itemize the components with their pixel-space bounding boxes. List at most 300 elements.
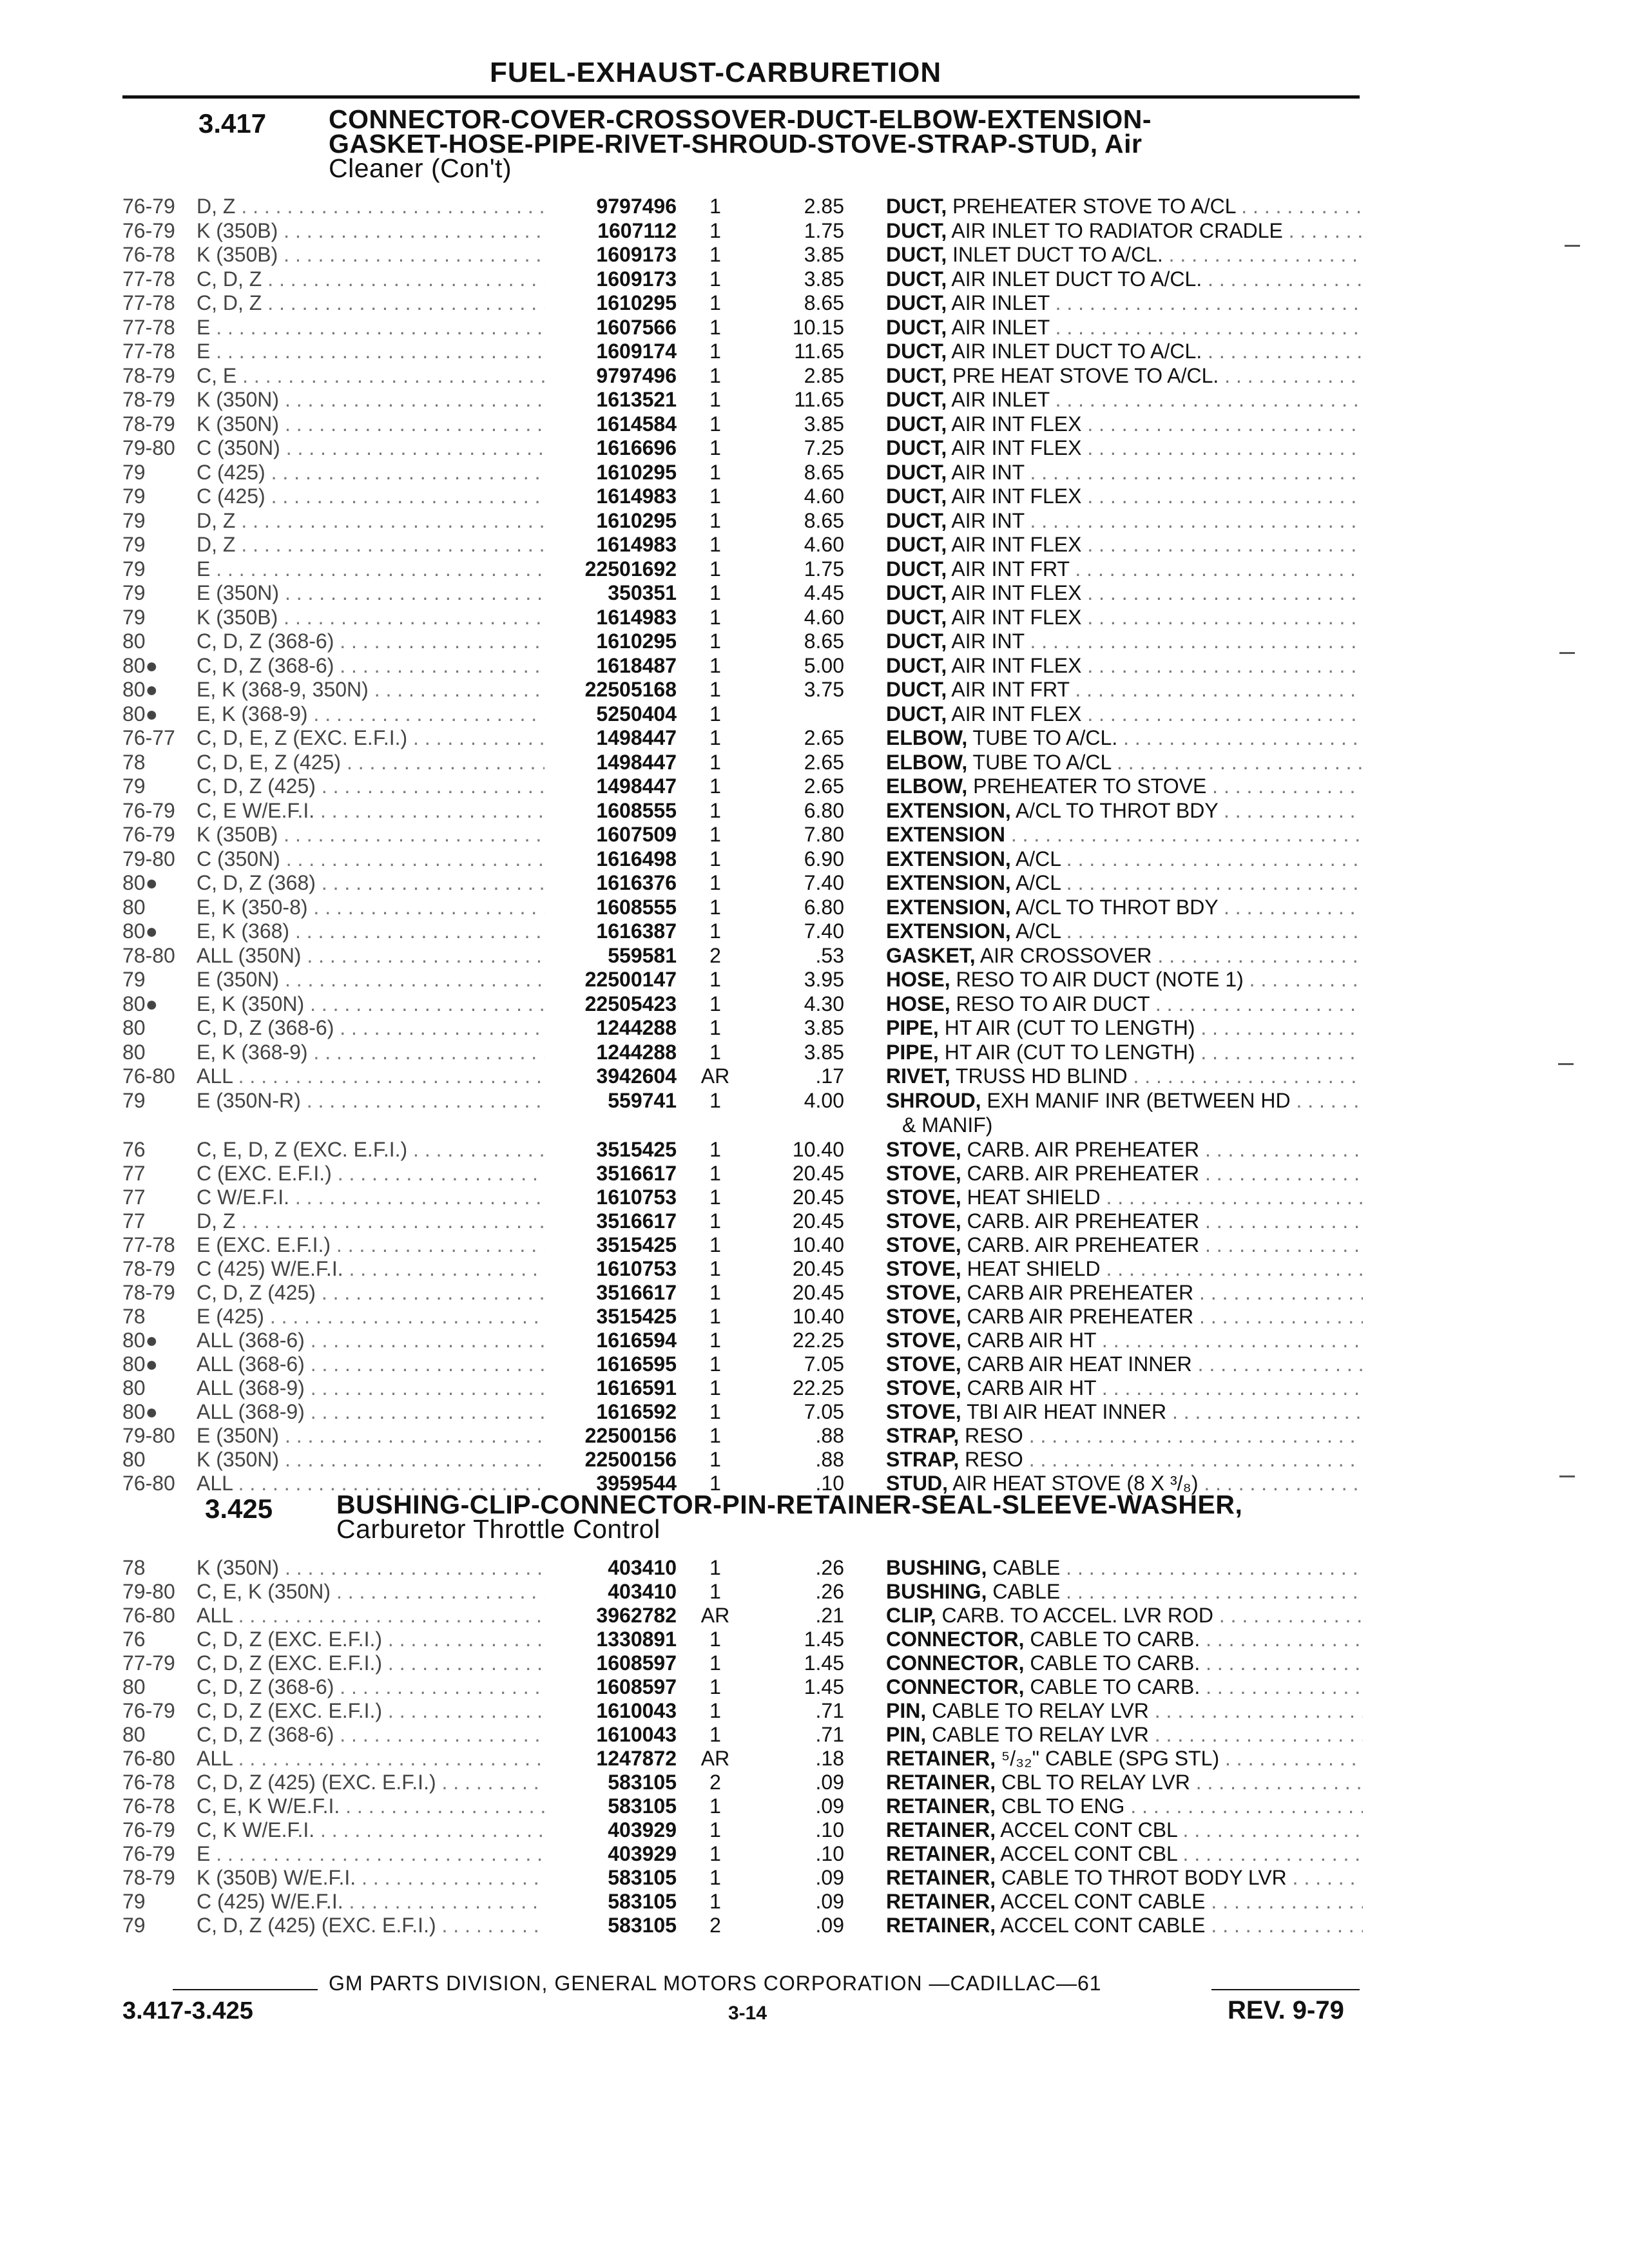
model-year: 79-80	[122, 436, 175, 459]
model-year: 79	[122, 1088, 146, 1112]
model-year: 76-78	[122, 243, 175, 266]
part-description: A/CL	[1015, 919, 1061, 943]
part-description: RESO	[965, 1424, 1023, 1447]
price: 10.15	[792, 315, 844, 339]
part-description: CARB. AIR PREHEATER	[967, 1233, 1200, 1256]
price: .17	[815, 1064, 844, 1088]
table-row	[0, 1747, 1629, 1771]
part-name: EXTENSION,	[886, 895, 1011, 919]
table-row	[0, 1794, 1629, 1818]
part-name: DUCT,	[886, 460, 947, 484]
part-description: RESO TO AIR DUCT (NOTE 1)	[956, 968, 1244, 991]
part-description: CARB. AIR PREHEATER	[967, 1138, 1200, 1161]
application: E (350N) . . .	[197, 581, 545, 605]
table-row	[0, 1675, 1629, 1699]
quantity: 1	[709, 774, 721, 798]
model-year: 80	[122, 1040, 146, 1064]
table-row	[0, 1138, 1629, 1162]
description	[886, 751, 1363, 774]
model-year: 80●	[122, 653, 158, 677]
description	[886, 726, 1363, 750]
quantity: AR	[700, 1604, 730, 1627]
price: 3.85	[804, 412, 844, 436]
footer-revision: REV. 9-79	[1228, 1996, 1344, 2024]
footer-rule-left	[173, 1989, 318, 1990]
part-name: RETAINER,	[886, 1747, 996, 1770]
table-row	[0, 944, 1629, 968]
table-row	[0, 629, 1629, 653]
part-description: AIR INT FLEX	[951, 581, 1082, 604]
quantity: 1	[709, 1723, 721, 1746]
description	[886, 267, 1363, 291]
model-year: 80●	[122, 871, 158, 894]
model-year: 76-79	[122, 1699, 175, 1722]
part-name: STOVE,	[886, 1400, 961, 1423]
part-description: HEAT SHIELD	[967, 1257, 1101, 1280]
application: E, K (368) . . .	[197, 919, 545, 943]
quantity: 1	[709, 436, 721, 459]
table-row	[0, 291, 1629, 315]
quantity: 1	[709, 1138, 721, 1161]
model-year: 80●	[122, 1329, 158, 1352]
description	[886, 1699, 1363, 1723]
part-name: DUCT,	[886, 653, 947, 677]
part-name: CONNECTOR,	[886, 1628, 1025, 1651]
part-number: 1610295	[596, 508, 677, 532]
part-description: CARB AIR PREHEATER	[967, 1305, 1194, 1328]
model-year: 80●	[122, 1352, 158, 1376]
part-description: AIR INT FLEX	[951, 412, 1082, 436]
table-row	[0, 799, 1629, 823]
quantity: 1	[709, 1675, 721, 1698]
quantity: 1	[709, 1842, 721, 1865]
part-description: AIR INT FLEX	[951, 485, 1082, 508]
description	[886, 1866, 1363, 1890]
table-row	[0, 1842, 1629, 1866]
model-year: 79	[122, 1914, 146, 1937]
description	[886, 461, 1363, 485]
application: K (350N) . . .	[197, 1556, 545, 1580]
model-year: 76-78	[122, 1771, 175, 1794]
model-year: 77-78	[122, 315, 175, 339]
price: 3.85	[804, 1016, 844, 1039]
part-description: ACCEL CONT CABLE	[1000, 1890, 1206, 1913]
description	[886, 388, 1363, 412]
section-title-line: GASKET-HOSE-PIPE-RIVET-SHROUD-STOVE-STRAP-STUD, Air	[329, 129, 1142, 159]
part-name: EXTENSION,	[886, 798, 1011, 822]
part-number: 1614983	[596, 533, 677, 556]
table-row	[0, 1352, 1629, 1376]
application: C, D, Z (368-6) . . .	[197, 1723, 545, 1747]
part-description: AIR INT FRT	[951, 557, 1070, 581]
part-description: ACCEL CONT CBL	[1000, 1818, 1177, 1841]
part-description: CARB. AIR PREHEATER	[967, 1209, 1200, 1233]
part-name: RETAINER,	[886, 1866, 996, 1889]
table-row	[0, 1651, 1629, 1675]
part-description: CARB. TO ACCEL. LVR ROD	[941, 1604, 1213, 1627]
model-year: 77-78	[122, 267, 175, 291]
part-description: CARB AIR HT	[967, 1329, 1097, 1352]
quantity: 1	[709, 1162, 721, 1185]
price: 7.40	[804, 871, 844, 894]
description	[886, 219, 1363, 243]
description	[886, 1305, 1363, 1329]
application: E (350N) . . .	[197, 968, 545, 992]
description	[886, 1016, 1363, 1040]
application: C (350N) . . .	[197, 847, 545, 871]
price: 20.45	[792, 1209, 844, 1233]
application: K (350B) . . .	[197, 243, 545, 267]
application: K (350N) . . .	[197, 388, 545, 412]
part-name: DUCT,	[886, 388, 947, 411]
part-description: HT AIR (CUT TO LENGTH)	[944, 1016, 1195, 1039]
price: 6.80	[804, 798, 844, 822]
part-name: DUCT,	[886, 436, 947, 459]
model-year: 79	[122, 581, 146, 604]
price: .26	[815, 1580, 844, 1603]
part-number: 1616595	[596, 1352, 677, 1376]
model-year: 76-80	[122, 1472, 175, 1495]
quantity: 1	[709, 1890, 721, 1913]
quantity: 1	[709, 823, 721, 846]
quantity: 2	[709, 1914, 721, 1937]
price: 4.60	[804, 533, 844, 556]
part-number: 1330891	[596, 1628, 677, 1651]
part-name: DUCT,	[886, 508, 947, 532]
table-row	[0, 774, 1629, 798]
application: E . . .	[197, 557, 545, 581]
table-row	[0, 1329, 1629, 1352]
model-year: 79-80	[122, 1424, 175, 1447]
part-name: CONNECTOR,	[886, 1675, 1025, 1698]
quantity: 1	[709, 798, 721, 822]
quantity: 1	[709, 1866, 721, 1889]
part-name: DUCT,	[886, 267, 947, 291]
price: 3.85	[804, 267, 844, 291]
table-row	[0, 509, 1629, 533]
model-year: 76-79	[122, 798, 175, 822]
quantity: 1	[709, 388, 721, 411]
table-row	[0, 1556, 1629, 1580]
description	[886, 1580, 1363, 1604]
quantity: 1	[709, 1329, 721, 1352]
footer-section-range: 3.417-3.425	[122, 1997, 253, 2024]
application: C (425) . . .	[197, 485, 545, 508]
price: .10	[815, 1472, 844, 1495]
part-number: 583105	[608, 1914, 677, 1937]
description	[886, 1723, 1363, 1747]
quantity: 1	[709, 363, 721, 387]
quantity: 1	[709, 1233, 721, 1256]
quantity: 1	[709, 1257, 721, 1280]
model-year: 78	[122, 1556, 146, 1579]
price: 1.75	[804, 218, 844, 242]
quantity: 1	[709, 557, 721, 581]
description	[886, 316, 1363, 340]
price: 22.25	[792, 1329, 844, 1352]
table-row	[0, 1233, 1629, 1257]
part-number: 3515425	[596, 1233, 677, 1256]
application: E (425) . . .	[197, 1305, 545, 1329]
part-name: STOVE,	[886, 1233, 961, 1256]
application: K (350N) . . .	[197, 1448, 545, 1472]
quantity: 1	[709, 919, 721, 943]
part-number: 22500156	[584, 1424, 677, 1447]
part-number: 22505423	[584, 992, 677, 1015]
part-number: 559581	[608, 943, 677, 967]
margin-mark	[1559, 1475, 1575, 1477]
part-name: ELBOW,	[886, 726, 968, 749]
page-header-title: FUEL-EXHAUST-CARBURETION	[490, 57, 942, 88]
application: E . . .	[197, 1842, 545, 1866]
part-number: 1610753	[596, 1257, 677, 1280]
application: E, K (350-8) . . .	[197, 896, 545, 919]
part-name: DUCT,	[886, 533, 947, 556]
section-subtitle: Carburetor Throttle Control	[336, 1514, 660, 1544]
part-number: 3515425	[596, 1138, 677, 1161]
model-year: 76-79	[122, 1818, 175, 1841]
part-number: 1613521	[596, 388, 677, 411]
price: .10	[815, 1818, 844, 1841]
quantity: 1	[709, 1818, 721, 1841]
description	[886, 847, 1363, 871]
model-year: 80	[122, 1675, 146, 1698]
part-number: 583105	[608, 1866, 677, 1889]
part-description: AIR INT FLEX	[951, 702, 1082, 726]
price: 20.45	[792, 1257, 844, 1280]
part-description: AIR INT	[951, 508, 1025, 532]
part-description: AIR INLET	[951, 291, 1050, 314]
model-year: 78-79	[122, 1257, 175, 1280]
model-year: 77	[122, 1162, 146, 1185]
model-year: 76-80	[122, 1604, 175, 1627]
table-row	[0, 1890, 1629, 1914]
table-row	[0, 1914, 1629, 1937]
table-row	[0, 919, 1629, 943]
part-description: AIR INLET	[951, 315, 1050, 339]
description	[886, 340, 1363, 363]
price: 2.65	[804, 750, 844, 774]
price: 1.75	[804, 557, 844, 581]
part-name: DUCT,	[886, 605, 947, 629]
price: 3.85	[804, 243, 844, 266]
price: .88	[815, 1424, 844, 1447]
model-year: 78-79	[122, 388, 175, 411]
description	[886, 606, 1363, 629]
part-description: TBI AIR HEAT INNER	[967, 1400, 1167, 1423]
part-description: CBL TO ENG	[1001, 1794, 1125, 1818]
part-number: 583105	[608, 1890, 677, 1913]
application: C, K W/E.F.I. . . .	[197, 1818, 545, 1842]
quantity: AR	[700, 1064, 730, 1088]
price: 20.45	[792, 1281, 844, 1304]
table-row	[0, 388, 1629, 412]
table-row	[0, 1016, 1629, 1040]
price: 3.95	[804, 968, 844, 991]
table-row	[0, 1699, 1629, 1723]
description	[886, 1448, 1363, 1472]
part-description: AIR INT FLEX	[951, 533, 1082, 556]
application: C, E, D, Z (EXC. E.F.I.) . . .	[197, 1138, 545, 1162]
model-year: 76-78	[122, 1794, 175, 1818]
price: .18	[815, 1747, 844, 1770]
part-number: 1247872	[596, 1747, 677, 1770]
footer-rule-right	[1211, 1989, 1360, 1990]
margin-mark	[1559, 652, 1575, 654]
application: E (EXC. E.F.I.) . . .	[197, 1233, 545, 1257]
quantity: 1	[709, 1794, 721, 1818]
description-continuation: & MANIF)	[902, 1113, 993, 1137]
table-row	[0, 896, 1629, 919]
table-row	[0, 1041, 1629, 1064]
description	[886, 1771, 1363, 1794]
quantity: 1	[709, 678, 721, 701]
part-name: DUCT,	[886, 340, 947, 363]
part-description: A/CL TO THROT BDY	[1015, 895, 1219, 919]
description	[886, 509, 1363, 533]
part-number: 3516617	[596, 1281, 677, 1304]
model-year: 78-80	[122, 943, 175, 967]
part-number: 1610753	[596, 1186, 677, 1209]
table-row	[0, 1771, 1629, 1794]
part-name: STOVE,	[886, 1305, 961, 1328]
table-row	[0, 533, 1629, 557]
part-number: 22500147	[584, 968, 677, 991]
margin-mark	[1558, 1063, 1574, 1065]
application: E . . .	[197, 316, 545, 340]
price: .53	[815, 943, 844, 967]
table-row	[0, 412, 1629, 436]
part-name: CLIP,	[886, 1604, 936, 1627]
part-name: RIVET,	[886, 1064, 950, 1088]
price: .10	[815, 1842, 844, 1865]
application: E, K (368-9) . . .	[197, 702, 545, 726]
part-description: CABLE TO CARB.	[1030, 1628, 1200, 1651]
description	[886, 1089, 1363, 1113]
application: D, Z . . .	[197, 533, 545, 557]
part-name: DUCT,	[886, 243, 947, 266]
table-row	[0, 340, 1629, 363]
application: C, D, Z (425) . . .	[197, 1281, 545, 1305]
application: C, D, E, Z (EXC. E.F.I.) . . .	[197, 726, 545, 750]
part-number: 1610295	[596, 629, 677, 653]
quantity: 1	[709, 629, 721, 653]
model-year: 76-80	[122, 1064, 175, 1088]
table-row	[0, 871, 1629, 895]
part-name: DUCT,	[886, 291, 947, 314]
price: 4.30	[804, 992, 844, 1015]
part-number: 3959544	[596, 1472, 677, 1495]
model-year: 78-79	[122, 363, 175, 387]
application: K (350B) . . .	[197, 219, 545, 243]
table-row	[0, 968, 1629, 992]
table-row-continuation	[0, 1113, 1629, 1137]
description	[886, 1376, 1363, 1400]
part-description: AIR INT FLEX	[951, 653, 1082, 677]
part-number: 1608597	[596, 1651, 677, 1675]
quantity: 1	[709, 218, 721, 242]
application: K (350B) W/E.F.I. . . .	[197, 1866, 545, 1890]
application: C, D, Z (368) . . .	[197, 871, 545, 895]
model-year: 80●	[122, 678, 158, 701]
application: ALL (368-9) . . .	[197, 1400, 545, 1424]
part-number: 22505168	[584, 678, 677, 701]
model-year: 76-79	[122, 218, 175, 242]
part-description: PREHEATER STOVE TO A/CL	[952, 195, 1236, 218]
price: 1.45	[804, 1675, 844, 1698]
model-year: 76-77	[122, 726, 175, 749]
table-row	[0, 195, 1629, 218]
application: C, E W/E.F.I. . . .	[197, 799, 545, 823]
price: 8.65	[804, 629, 844, 653]
model-year: 78	[122, 750, 146, 774]
part-number: 1498447	[596, 774, 677, 798]
price: 11.65	[794, 388, 844, 411]
part-name: RETAINER,	[886, 1771, 996, 1794]
table-row	[0, 1257, 1629, 1281]
quantity: 1	[709, 895, 721, 919]
price: .09	[815, 1794, 844, 1818]
quantity: 1	[709, 1400, 721, 1423]
part-name: STOVE,	[886, 1138, 961, 1161]
price: 6.80	[804, 895, 844, 919]
model-year: 80●	[122, 1400, 158, 1423]
model-year: 79	[122, 605, 146, 629]
price: 4.60	[804, 485, 844, 508]
part-number: 1607509	[596, 823, 677, 846]
application: ALL (368-6) . . .	[197, 1352, 545, 1376]
application: D, Z . . .	[197, 509, 545, 533]
table-row	[0, 1089, 1629, 1113]
quantity: 1	[709, 508, 721, 532]
quantity: 1	[709, 968, 721, 991]
section-title-line: BUSHING-CLIP-CONNECTOR-PIN-RETAINER-SEAL-SLEEVE-WASHER,	[336, 1490, 1243, 1519]
part-description: AIR INLET TO RADIATOR CRADLE	[951, 218, 1283, 242]
price: .71	[815, 1723, 844, 1746]
table-row	[0, 1162, 1629, 1186]
description	[886, 678, 1363, 702]
price: 11.65	[794, 340, 844, 363]
part-number: 1616387	[596, 919, 677, 943]
quantity: 1	[709, 847, 721, 870]
table-row	[0, 1448, 1629, 1472]
description	[886, 533, 1363, 557]
description	[886, 871, 1363, 895]
price: 10.40	[792, 1233, 844, 1256]
description	[886, 1186, 1363, 1209]
description	[886, 1794, 1363, 1818]
table-row	[0, 847, 1629, 871]
part-description: A/CL TO THROT BDY	[1015, 798, 1219, 822]
description	[886, 1914, 1363, 1937]
description	[886, 1257, 1363, 1281]
table-row	[0, 726, 1629, 750]
application: C, D, Z (EXC. E.F.I.) . . .	[197, 1699, 545, 1723]
quantity: 1	[709, 1699, 721, 1722]
part-name: RETAINER,	[886, 1842, 996, 1865]
part-number: 1609174	[596, 340, 677, 363]
part-description: AIR INT FLEX	[951, 436, 1082, 459]
model-year: 77-79	[122, 1651, 175, 1675]
part-name: STOVE,	[886, 1281, 961, 1304]
table-row	[0, 364, 1629, 388]
quantity: 1	[709, 871, 721, 894]
quantity: 1	[709, 340, 721, 363]
model-year: 78-79	[122, 1281, 175, 1304]
part-number: 1498447	[596, 750, 677, 774]
description	[886, 896, 1363, 919]
description	[886, 774, 1363, 798]
